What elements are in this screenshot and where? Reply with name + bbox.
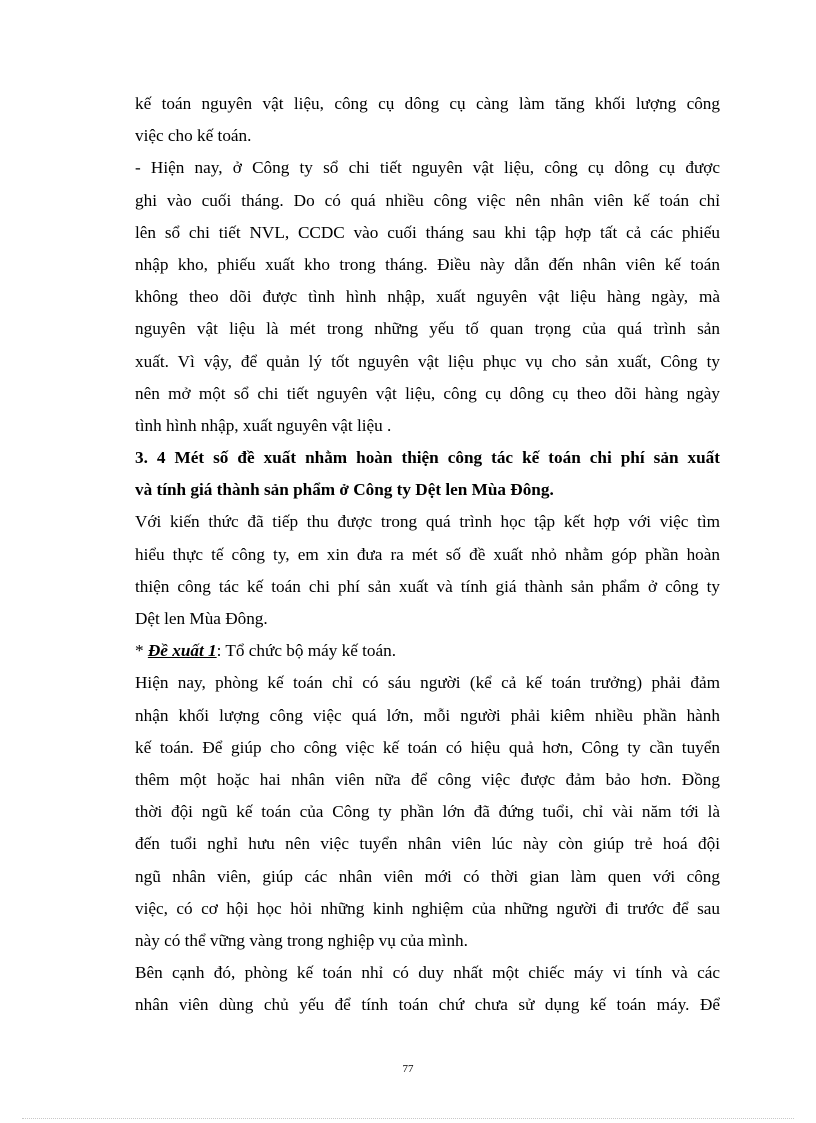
body-line: - Hiện nay, ở Công ty sổ chi tiết nguyên vật liệu, công cụ dông cụ được	[135, 158, 720, 178]
body-line: nhân viên dùng chủ yếu để tính toán chứ chưa sử dụng kế toán máy. Để	[135, 995, 720, 1015]
page-bottom-divider	[22, 1118, 794, 1119]
body-line: kế toán nguyên vật liệu, công cụ dông cụ càng làm tăng khối lượng công	[135, 94, 720, 113]
body-line: thời đội ngũ kế toán của Công ty phần lớn đã đứng tuổi, chỉ vài năm tới là	[135, 802, 720, 822]
body-line: kế toán. Để giúp cho công việc kế toán có hiệu quả hơn, Công ty cần tuyển	[135, 737, 720, 757]
body-line: Dệt len Mùa Đông.	[135, 609, 268, 628]
section-heading-line: 3. 4 Mét số đề xuất nhằm hoàn thiện công tác kế toán chi phí sản xuất	[135, 448, 720, 468]
document-body	[135, 88, 720, 1021]
body-line: Hiện nay, phòng kế toán chỉ có sáu người (kể cả kế toán trưởng) phải đảm	[135, 673, 720, 693]
body-line: thiện công tác kế toán chi phí sản xuất và tính giá thành sản phẩm ở công ty	[135, 576, 720, 596]
page-number: 77	[402, 1063, 414, 1075]
body-line: việc, có cơ hội học hỏi những kinh nghiệm của những người đi trước để sau	[135, 898, 720, 918]
body-line: không theo dõi được tình hình nhập, xuất nguyên vật liệu hàng ngày, mà	[135, 287, 720, 307]
body-line: nên mở một sổ chi tiết nguyên vật liệu, công cụ dông cụ theo dõi hàng ngày	[135, 383, 720, 403]
body-line: Bên cạnh đó, phòng kế toán nhỉ có duy nhất một chiếc máy vi tính và các	[135, 963, 720, 983]
proposal-title: : Tổ chức bộ máy kế toán.	[216, 641, 397, 661]
proposal-label: Đề xuất 1	[147, 641, 217, 661]
body-line: tình hình nhập, xuất nguyên vật liệu .	[135, 415, 392, 435]
body-line: nhập kho, phiếu xuất kho trong tháng. Điều này dẫn đến nhân viên kế toán	[135, 254, 720, 274]
body-line: ngũ nhân viên, giúp các nhân viên mới có thời gian làm quen với công	[135, 866, 720, 886]
body-line: hiểu thực tế công ty, em xin đưa ra mét số đề xuất nhỏ nhằm góp phần hoàn	[135, 544, 720, 564]
body-line: nhận khối lượng công việc quá lớn, mỗi người phải kiêm nhiều phần hành	[135, 705, 720, 725]
body-line: ghi vào cuối tháng. Do có quá nhiều công việc nên nhân viên kế toán chỉ	[135, 190, 720, 210]
body-line: thêm một hoặc hai nhân viên nữa để công việc được đảm bảo hơn. Đồng	[135, 769, 720, 789]
section-heading-line: và tính giá thành sản phẩm ở Công ty Dệt len Mùa Đông.	[135, 480, 554, 500]
body-line: việc cho kế toán.	[135, 126, 252, 146]
proposal-bullet: *	[135, 641, 148, 661]
body-line: xuất. Vì vậy, để quản lý tốt nguyên vật liệu phục vụ cho sản xuất, Công ty	[135, 351, 720, 371]
body-line: nguyên vật liệu là mét trong những yếu tố quan trọng của quá trình sản	[135, 319, 720, 339]
body-line: này có thể vững vàng trong nghiệp vụ của mình.	[135, 930, 468, 950]
body-line: lên sổ chi tiết NVL, CCDC vào cuối tháng sau khi tập hợp tất cả các phiếu	[135, 222, 720, 242]
proposal-heading-line	[135, 635, 720, 667]
body-line: đến tuổi nghỉ hưu nên việc tuyển nhân viên lúc này còn giúp trẻ hoá đội	[135, 834, 720, 854]
body-line: Với kiến thức đã tiếp thu được trong quá trình học tập kết hợp với việc tìm	[135, 512, 720, 532]
